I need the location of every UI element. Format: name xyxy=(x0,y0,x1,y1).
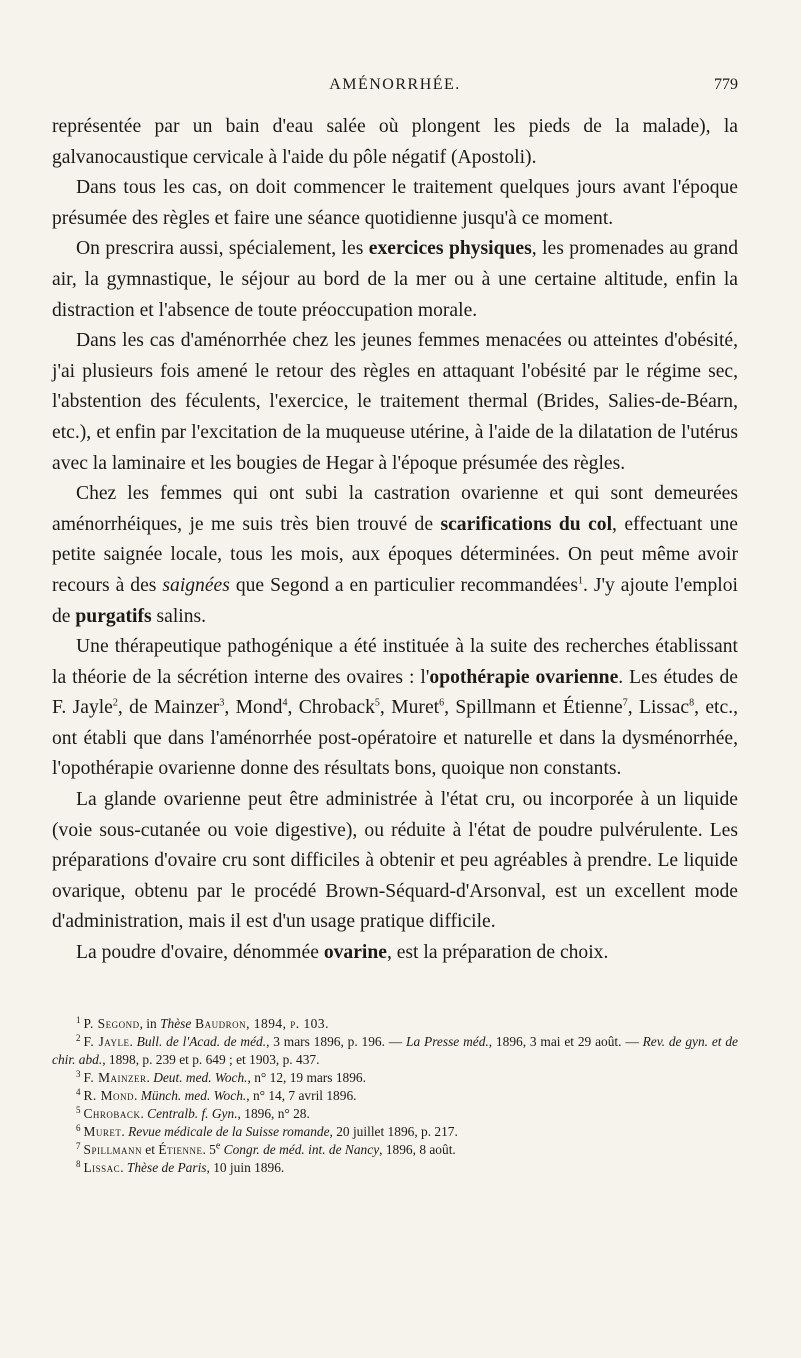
footnote-ref-2: 2 xyxy=(112,697,118,709)
footnote-text: et xyxy=(141,1142,159,1157)
footnote-text: . xyxy=(121,1124,129,1139)
paragraph-5-text-c: , effectuant une petite saignée locale, tous les mois, aux époques déterminées. On peut même avoir recours à des xyxy=(52,513,738,596)
term-exercices-physiques: exercices physiques xyxy=(368,238,532,260)
paragraph-6-text-i: , Lissac xyxy=(627,697,690,719)
term-scarifications: scarifications du col xyxy=(440,513,613,535)
footnote-7 xyxy=(52,1141,738,1159)
footnote-title: Deut. med. Woch. xyxy=(153,1070,248,1085)
paragraph-5-text-a: Chez les femmes qui ont subi la castration ovarienne et qui sont demeurées aménorrhéiques, je me suis très bien trouvé de xyxy=(52,483,738,535)
paragraph-6-text-e: , Mond xyxy=(224,697,283,719)
paragraph-6-text-a: Une thérapeutique pathogénique a été instituée à la suite des recherches établissant la théorie de la sécrétion interne des ovaires : l' xyxy=(52,636,738,688)
footnote-6 xyxy=(52,1123,738,1141)
footnote-2 xyxy=(52,1033,738,1069)
footnote-number: 5 xyxy=(76,1104,81,1115)
footnote-rest-2: , 1896, 3 mai et 29 août. — xyxy=(488,1034,643,1049)
footnote-ref-8: 8 xyxy=(689,697,695,709)
footnote-rest: , 10 juin 1896. xyxy=(206,1160,285,1175)
footnote-4 xyxy=(52,1087,738,1105)
footnote-text: . xyxy=(134,1088,141,1103)
footnote-title-2: La Presse méd. xyxy=(406,1034,489,1049)
paragraph-6-text-d: , de Mainzer xyxy=(117,697,220,719)
footnote-ref-1: 1 xyxy=(577,575,583,587)
footnote-rest-3: , 1898, p. 239 et p. 649 ; et 1903, p. 437. xyxy=(102,1052,320,1067)
footnote-ref-4: 4 xyxy=(282,697,288,709)
paragraph-6-text-c: . Les études de F. Jayle xyxy=(52,666,738,719)
paragraph-7-text: La glande ovarienne peut être administrée à l'état cru, ou incorporée à un liquide (voie sous-cutanée ou voie digestive), ou réduite à l'état de poudre pulvérulente. Les préparations d'ovaire cru sont difficiles à obtenir et peu agréables à prendre. Le liquide ovarique, obtenu par le procédé Brown-Séquard-d'Arsonval, est un excellent mode d'administration, mais il est d'un usage pratique difficile. xyxy=(52,789,738,933)
footnote-title: Congr. de méd. int. de Nancy xyxy=(220,1142,380,1157)
body-text xyxy=(52,112,738,969)
paragraph-2-text: Dans tous les cas, on doit commencer le traitement quelques jours avant l'époque présumée des règles et faire une séance quotidienne jusqu'à ce moment. xyxy=(52,177,738,229)
page-number: 779 xyxy=(714,76,738,93)
paragraph-7 xyxy=(52,785,738,938)
paragraph-6-text-j: , etc., ont établi que dans l'aménorrhée post-opératoire et naturelle et dans la dysménorrhée, l'opothérapie ovarienne donne des résultats bons, quoique non constants. xyxy=(52,697,738,780)
footnote-ref-6: 6 xyxy=(439,697,445,709)
paragraph-4-text: Dans les cas d'aménorrhée chez les jeunes femmes menacées ou atteintes d'obésité, j'ai plusieurs fois amené le retour des règles en attaquant l'obésité par le régime sec, l'abstention des féculents, l'exercice, le traitement thermal (Brides, Salies-de-Béarn, etc.), et enfin par l'excitation de la muqueuse utérine, à l'aide de la dilatation de l'utérus avec la laminaire et les bougies de Hegar à l'époque présumée des règles. xyxy=(52,330,738,474)
running-title: AMÉNORRHÉE. xyxy=(329,76,461,93)
footnote-author: Lissac xyxy=(83,1160,121,1175)
footnote-number: 4 xyxy=(76,1086,81,1097)
footnote-title: Thèse xyxy=(160,1016,192,1031)
paragraph-6 xyxy=(52,632,738,785)
footnote-1 xyxy=(52,1015,738,1033)
footnote-title: Thèse de Paris xyxy=(126,1160,207,1175)
footnote-author: F. Jayle xyxy=(83,1034,130,1049)
footnote-rest: , 3 mars 1896, p. 196. — xyxy=(266,1034,407,1049)
paragraph-1-text: représentée par un bain d'eau salée où plongent les pieds de la malade), la galvanocaustique cervicale à l'aide du pôle négatif (Apostoli). xyxy=(52,116,738,168)
footnote-rest: , 1896, n° 28. xyxy=(237,1106,310,1121)
footnote-number: 1 xyxy=(76,1014,81,1025)
paragraph-2 xyxy=(52,173,738,234)
paragraph-3-text-c: , les promenades au grand air, la gymnastique, le séjour au bord de la mer ou à une certaine altitude, enfin la distraction et l'absence de toute préoccupation morale. xyxy=(52,238,738,321)
footnote-text: . xyxy=(129,1034,137,1049)
footnote-author: P. Segond xyxy=(83,1016,140,1031)
footnote-text: . xyxy=(146,1070,154,1085)
footnote-title: Revue médicale de la Suisse romande xyxy=(128,1124,330,1139)
footnote-number: 3 xyxy=(76,1068,81,1079)
footnote-author: Muret xyxy=(83,1124,122,1139)
footnote-title-3: Rev. de gyn. et de chir. abd. xyxy=(52,1034,738,1067)
paragraph-8-text-a: La poudre d'ovaire, dénommée xyxy=(76,942,324,964)
paragraph-5 xyxy=(52,479,738,632)
footnote-author: Chroback xyxy=(83,1106,141,1121)
running-head xyxy=(52,76,738,102)
paragraph-3 xyxy=(52,234,738,326)
footnote-ref-7: 7 xyxy=(622,697,628,709)
footnote-title: Bull. de l'Acad. de méd. xyxy=(136,1034,267,1049)
footnote-ref-5: 5 xyxy=(374,697,380,709)
footnotes xyxy=(52,1015,738,1177)
paragraph-8-text-c: , est la préparation de choix. xyxy=(386,942,609,964)
paragraph-4 xyxy=(52,326,738,479)
paragraph-8 xyxy=(52,938,738,969)
footnote-title: Münch. med. Woch. xyxy=(140,1088,247,1103)
footnote-author: Spillmann xyxy=(83,1142,142,1157)
footnote-8 xyxy=(52,1159,738,1177)
paragraph-6-text-h: , Spillmann et Étienne xyxy=(444,697,623,719)
paragraph-5-text-f: . J'y ajoute l'emploi de xyxy=(52,574,738,627)
footnote-text: . xyxy=(120,1160,127,1175)
footnote-ref-3: 3 xyxy=(219,697,225,709)
term-opotherapie: opothérapie ovarienne xyxy=(429,666,619,688)
footnote-rest: , n° 14, 7 avril 1896. xyxy=(246,1088,357,1103)
footnote-text: , in xyxy=(139,1016,161,1031)
footnote-5 xyxy=(52,1105,738,1123)
footnote-ordinal: e xyxy=(215,1140,221,1152)
footnote-number: 7 xyxy=(76,1140,81,1151)
footnote-rest: Baudron, 1894, p. 103. xyxy=(191,1016,329,1031)
paragraph-6-text-g: , Muret xyxy=(379,697,440,719)
term-ovarine: ovarine xyxy=(323,942,387,964)
footnote-rest: , 20 juillet 1896, p. 217. xyxy=(329,1124,458,1139)
term-purgatifs: purgatifs xyxy=(75,605,152,627)
paragraph-5-text-e: que Segond a en particulier recommandées xyxy=(229,574,578,596)
footnote-number: 2 xyxy=(76,1032,81,1043)
paragraph-1 xyxy=(52,112,738,173)
paragraph-6-text-f: , Chroback xyxy=(287,697,375,719)
footnote-author: F. Mainzer xyxy=(83,1070,147,1085)
footnote-text: . xyxy=(140,1106,148,1121)
footnote-rest: , n° 12, 19 mars 1896. xyxy=(247,1070,366,1085)
paragraph-3-text-a: On prescrira aussi, spécialement, les xyxy=(76,238,369,260)
footnote-number: 6 xyxy=(76,1122,81,1133)
paragraph-5-text-h: salins. xyxy=(151,605,207,627)
term-saignees: saignées xyxy=(162,574,230,596)
footnote-author: R. Mond xyxy=(83,1088,135,1103)
footnote-number: 8 xyxy=(76,1158,81,1169)
footnote-author-2: Étienne xyxy=(158,1142,203,1157)
footnote-text-2: . 5 xyxy=(202,1142,216,1157)
footnote-3 xyxy=(52,1069,738,1087)
footnote-title: Centralb. f. Gyn. xyxy=(147,1106,238,1121)
footnote-rest: , 1896, 8 août. xyxy=(379,1142,456,1157)
